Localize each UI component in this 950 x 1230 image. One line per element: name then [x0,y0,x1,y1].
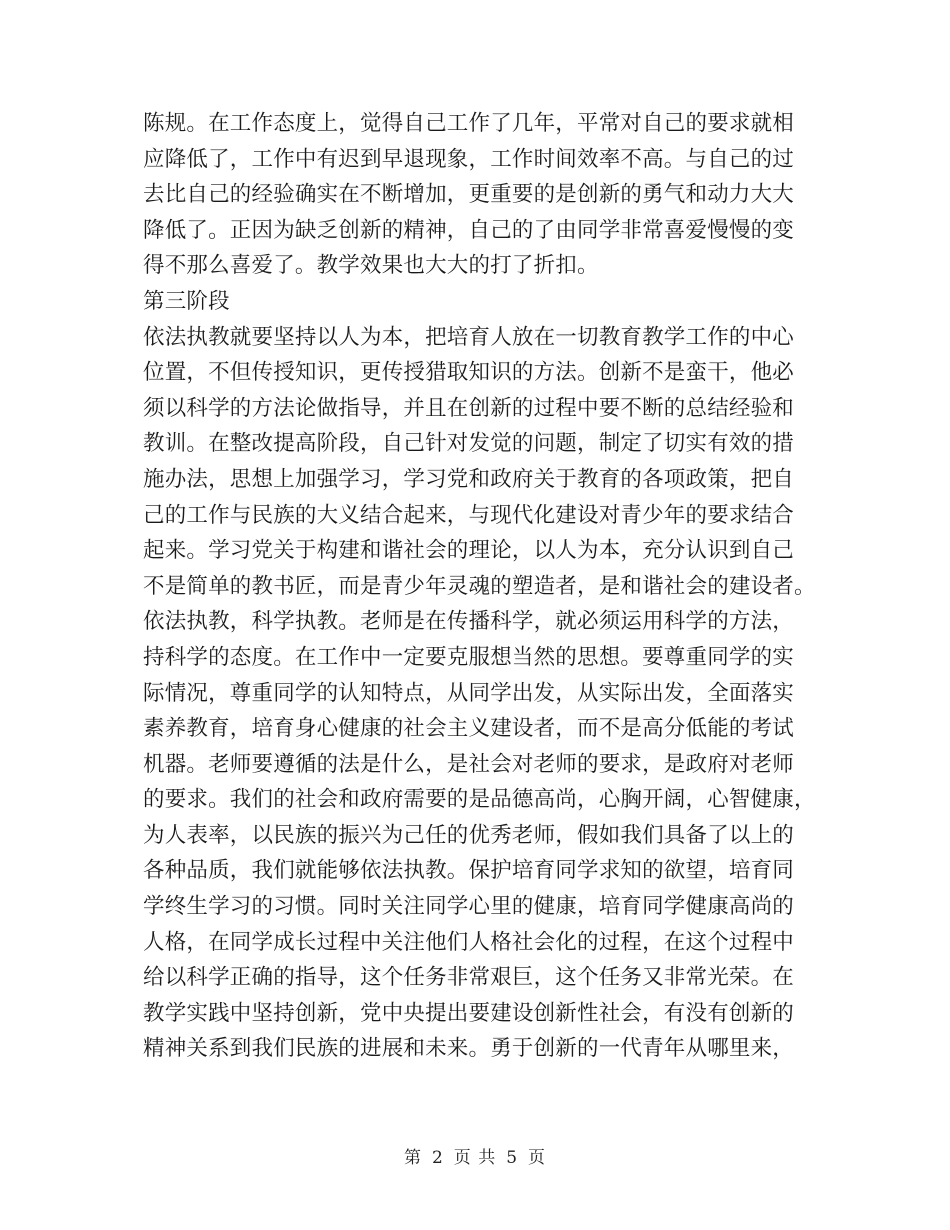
text-line: 人格，在同学成长过程中关注他们人格社会化的过程，在这个过程中 [143,929,795,955]
text-line: 各种品质，我们就能够依法执教。保护培育同学求知的欲望，培育同 [143,858,795,884]
footer-page-number: 2 [431,1148,444,1168]
text-line: 际情况，尊重同学的认知特点，从同学出发，从实际出发，全面落实 [143,680,795,706]
text-line: 不是简单的教书匠，而是青少年灵魂的塑造者，是和谐社会的建设者。 [143,573,816,599]
footer-total-pages: 5 [506,1148,519,1168]
text-line: 教学实践中坚持创新，党中央提出要建设创新性社会，有没有创新的 [143,1000,795,1026]
text-line: 去比自己的经验确实在不断增加，更重要的是创新的勇气和动力大大 [143,182,795,208]
page-footer [0,1146,950,1170]
text-line: 持科学的态度。在工作中一定要克服想当然的思想。要尊重同学的实 [143,644,795,670]
text-line: 得不那么喜爱了。教学效果也大大的打了折扣。 [143,253,599,279]
text-line: 施办法，思想上加强学习，学习党和政府关于教育的各项政策，把自 [143,466,795,492]
footer-prefix: 第 [403,1148,422,1168]
text-line: 须以科学的方法论做指导，并且在创新的过程中要不断的总结经验和 [143,395,795,421]
text-line: 给以科学正确的指导，这个任务非常艰巨，这个任务又非常光荣。在 [143,965,795,991]
text-line: 陈规。在工作态度上，觉得自己工作了几年，平常对自己的要求就相 [143,111,795,136]
text-line: 降低了。正因为缺乏创新的精神，自己的了由同学非常喜爱慢慢的变 [143,217,795,243]
text-line: 的要求。我们的社会和政府需要的是品德高尚，心胸开阔，心智健康， [143,787,816,813]
text-line: 依法执教，科学执教。老师是在传播科学，就必须运用科学的方法， [143,609,795,635]
text-line: 己的工作与民族的大义结合起来，与现代化建设对青少年的要求结合 [143,502,795,528]
text-line: 依法执教就要坚持以人为本，把培育人放在一切教育教学工作的中心 [143,324,795,350]
text-line: 位置，不但传授知识，更传授猎取知识的方法。创新不是蛮干，他必 [143,360,795,386]
text-line: 机器。老师要遵循的法是什么，是社会对老师的要求，是政府对老师 [143,751,795,777]
body-text [143,106,816,1067]
text-line: 教训。在整改提高阶段，自己针对发觉的问题，制定了切实有效的措 [143,431,795,457]
footer-mid: 页 共 [453,1148,497,1168]
text-line: 精神关系到我们民族的进展和未来。勇于创新的一代青年从哪里来， [143,1036,795,1062]
footer-suffix: 页 [528,1148,547,1168]
text-line: 素养教育，培育身心健康的社会主义建设者，而不是高分低能的考试 [143,716,795,742]
text-line: 为人表率，以民族的振兴为己任的优秀老师，假如我们具备了以上的 [143,822,795,848]
section-heading: 第三阶段 [143,288,230,314]
text-line: 应降低了，工作中有迟到早退现象，工作时间效率不高。与自己的过 [143,146,795,172]
text-line: 起来。学习党关于构建和谐社会的理论，以人为本，充分认识到自己 [143,538,795,564]
text-line: 学终生学习的习惯。同时关注同学心里的健康，培育同学健康高尚的 [143,894,795,920]
